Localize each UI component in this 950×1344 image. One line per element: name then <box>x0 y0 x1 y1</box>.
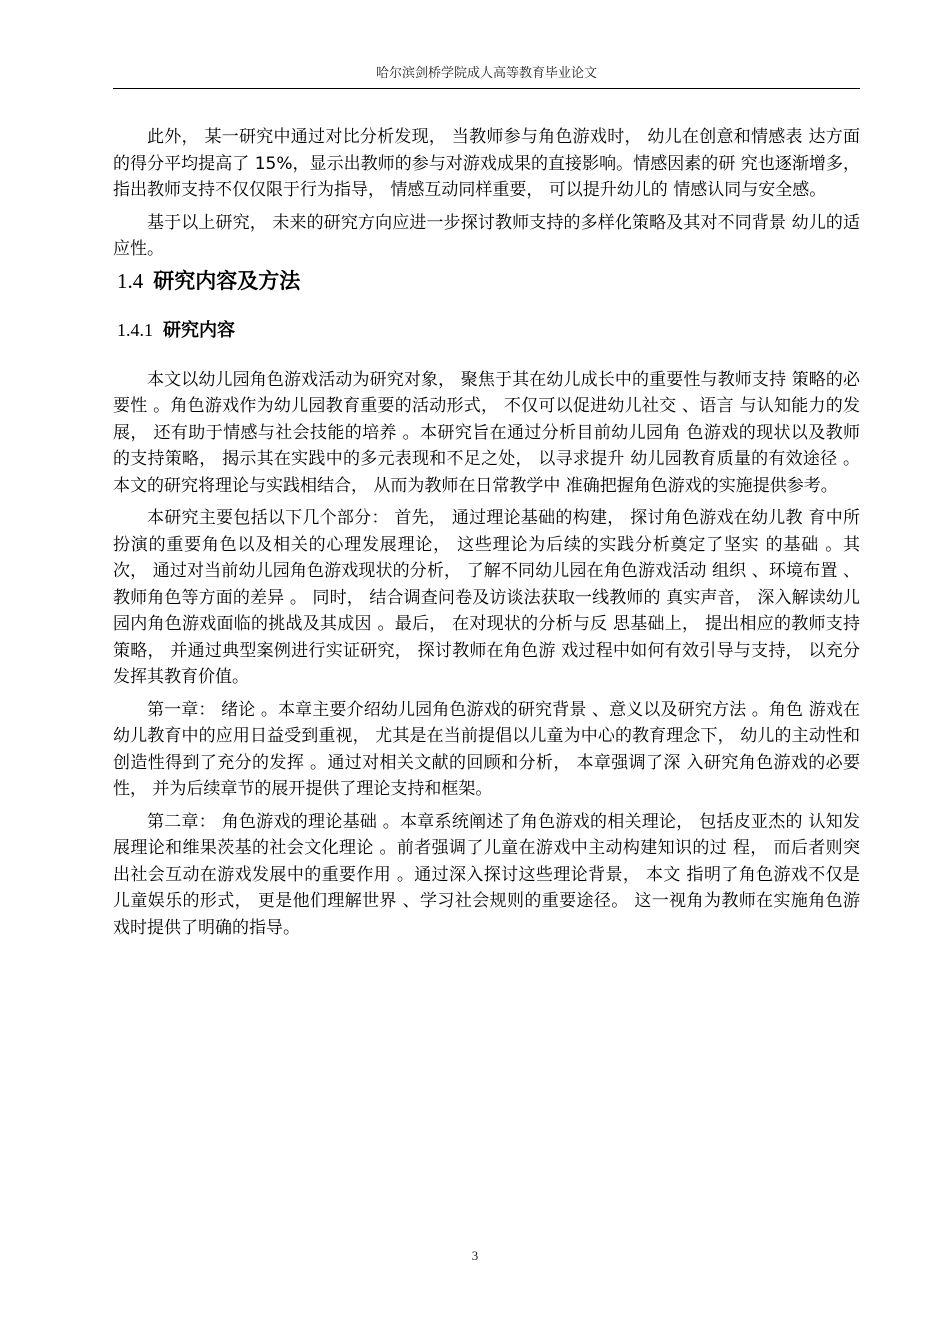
running-header: 哈尔滨剑桥学院成人高等教育毕业论文 <box>375 66 597 81</box>
subsection-title: 研究内容 <box>163 319 235 341</box>
subsection-heading <box>117 316 860 345</box>
paragraph-chapter-one: 第一章： 绪论 。本章主要介绍幼儿园角色游戏的研究背景 、意义以及研究方法 。角色 游戏在幼儿教育中的应用日益受到重视， 尤其是在当前提倡以儿童为中心的教育理念下， 幼儿的主动性和创造性得到了充分的发挥 。通过对相关文献的回顾和分析， 本章强调了深 入研究角色游戏的必要性， 并为后续章节的展开提供了理论支持和框架。 <box>113 699 860 799</box>
paragraph-future-direction: 基于以上研究， 未来的研究方向应进一步探讨教师支持的多样化策略及其对不同背景 幼儿的适应性。 <box>113 212 860 259</box>
page-body <box>113 124 860 941</box>
page-number: 3 <box>471 1248 479 1263</box>
paragraph-teacher-participation: 此外， 某一研究中通过对比分析发现， 当教师参与角色游戏时， 幼儿在创意和情感表 达方面的得分平均提高了 15%，显示出教师的参与对游戏成果的直接影响。情感因素的研 究也逐渐增多， 指出教师支持不仅仅限于行为指导， 情感互动同样重要， 可以提升幼儿的 情感认同与安全感。 <box>113 127 860 200</box>
section-title: 研究内容及方法 <box>153 268 301 293</box>
section-number: 1.4 <box>117 268 144 293</box>
paragraph-chapter-two: 第二章： 角色游戏的理论基础 。本章系统阐述了角色游戏的相关理论， 包括皮亚杰的 认知发展理论和维果茨基的社会文化理论 。前者强调了儿童在游戏中主动构建知识的过 程， 而后者则突出社会互动在游戏发展中的重要作用 。通过深入探讨这些理论背景， 本文 指明了角色游戏不仅是儿童娱乐的形式， 更是他们理解世界 、学习社会规则的重要途径。 这一视角为教师在实施角色游戏时提供了明确的指导。 <box>113 811 860 938</box>
subsection-number: 1.4.1 <box>117 319 153 340</box>
paragraph-research-parts: 本研究主要包括以下几个部分： 首先， 通过理论基础的构建， 探讨角色游戏在幼儿教 育中所扮演的重要角色以及相关的心理发展理论， 这些理论为后续的实践分析奠定了坚实 的基础 。其次， 通过对当前幼儿园角色游戏现状的分析， 了解不同幼儿园在角色游戏活动 组织 、环境布置 、教师角色等方面的差异 。 同时， 结合调查问卷及访谈法获取一线教师的 真实声音， 深入解读幼儿园内角色游戏面临的挑战及其成因 。最后， 在对现状的分析与反 思基础上， 提出相应的教师支持策略， 并通过典型案例进行实证研究， 探讨教师在角色游 戏过程中如何有效引导与支持， 以充分发挥其教育价值。 <box>113 508 860 687</box>
paragraph-research-object: 本文以幼儿园角色游戏活动为研究对象， 聚焦于其在幼儿成长中的重要性与教师支持 策略的必要性 。角色游戏作为幼儿园教育重要的活动形式， 不仅可以促进幼儿社交 、语言 与认知能力的发展， 还有助于情感与社会技能的培养 。本研究旨在通过分析目前幼儿园角 色游戏的现状以及教师的支持策略， 揭示其在实践中的多元表现和不足之处， 以寻求提升 幼儿园教育质量的有效途径 。本文的研究将理论与实践相结合， 从而为教师在日常教学中 准确把握角色游戏的实施提供参考。 <box>113 369 860 496</box>
header-divider <box>113 88 860 89</box>
section-heading <box>117 266 860 296</box>
